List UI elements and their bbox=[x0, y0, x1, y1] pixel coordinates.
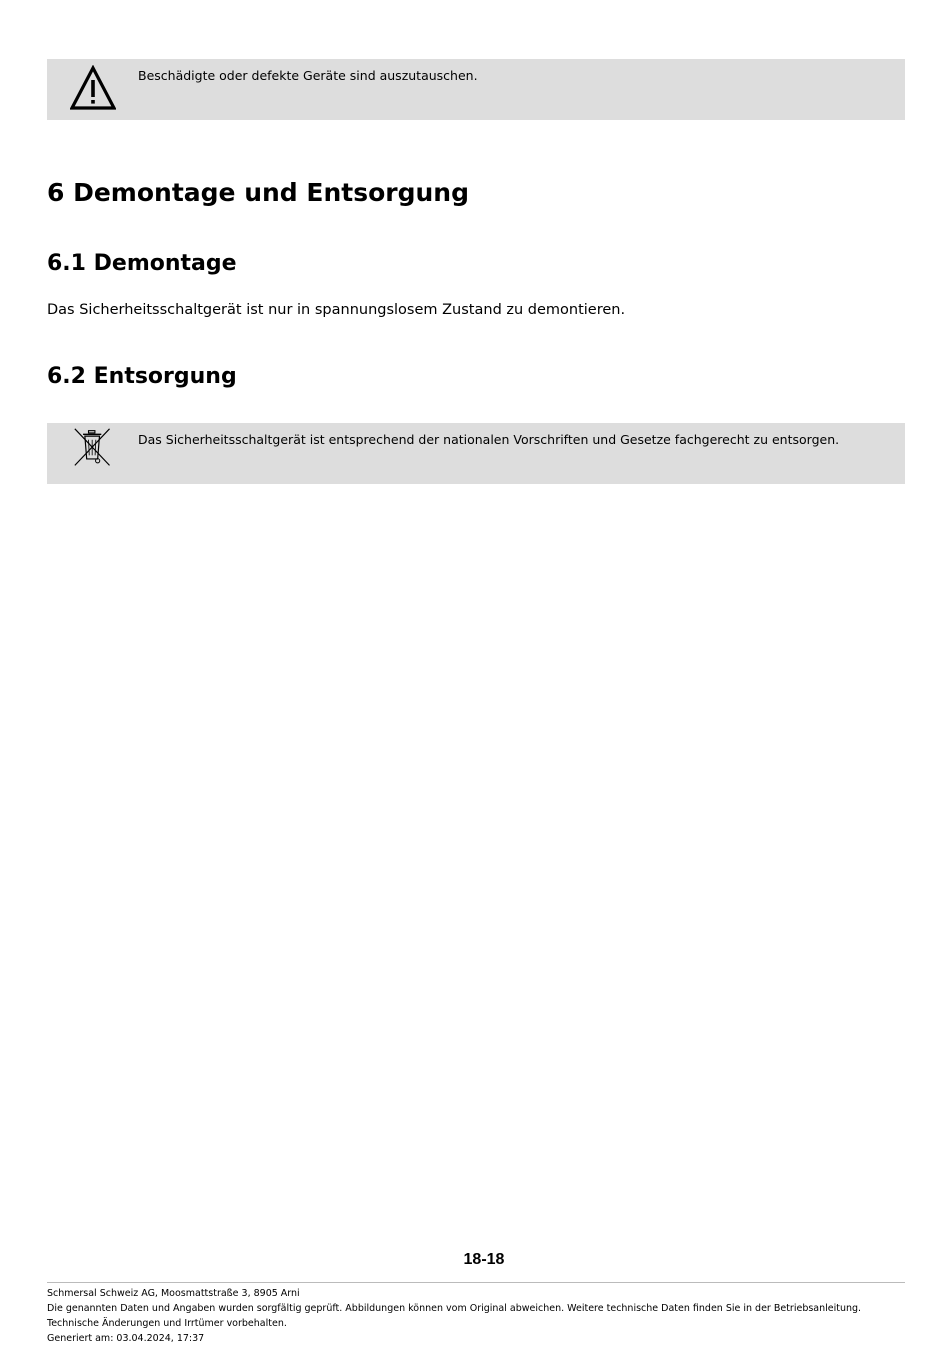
disposal-notice bbox=[47, 423, 905, 484]
page-number: 18-18 bbox=[463, 1251, 505, 1268]
footer-generated-date: Generiert am: 03.04.2024, 17:37 bbox=[47, 1333, 205, 1344]
disposal-notice-text: Das Sicherheitsschaltgerät ist entsprechend der nationalen Vorschriften und Gesetze fachgerecht zu entsorgen. bbox=[138, 432, 840, 447]
footer-disclaimer: Die genannten Daten und Angaben wurden sorgfältig geprüft. Abbildungen können vom Original abweichen. Weitere technische Daten finden Sie in der Betriebsanleitung. bbox=[47, 1303, 862, 1314]
section-title: 6 Demontage und Entsorgung bbox=[47, 178, 469, 207]
subsection-heading-entsorgung: 6.2 Entsorgung bbox=[47, 364, 237, 389]
footer-divider bbox=[47, 1282, 905, 1283]
demontage-text: Das Sicherheitsschaltgerät ist nur in spannungslosem Zustand zu demontieren. bbox=[47, 302, 626, 318]
footer-company-address: Schmersal Schweiz AG, Moosmattstraße 3, 8905 Arni bbox=[47, 1288, 300, 1299]
crossed-out-wheelie-bin-icon bbox=[73, 427, 115, 469]
footer-changes-note: Technische Änderungen und Irrtümer vorbehalten. bbox=[47, 1318, 287, 1329]
warning-notice-text: Beschädigte oder defekte Geräte sind auszutauschen. bbox=[138, 68, 478, 83]
warning-notice bbox=[47, 59, 905, 120]
warning-triangle-icon bbox=[70, 65, 116, 111]
subsection-heading-demontage: 6.1 Demontage bbox=[47, 251, 237, 276]
footer bbox=[47, 1286, 861, 1346]
